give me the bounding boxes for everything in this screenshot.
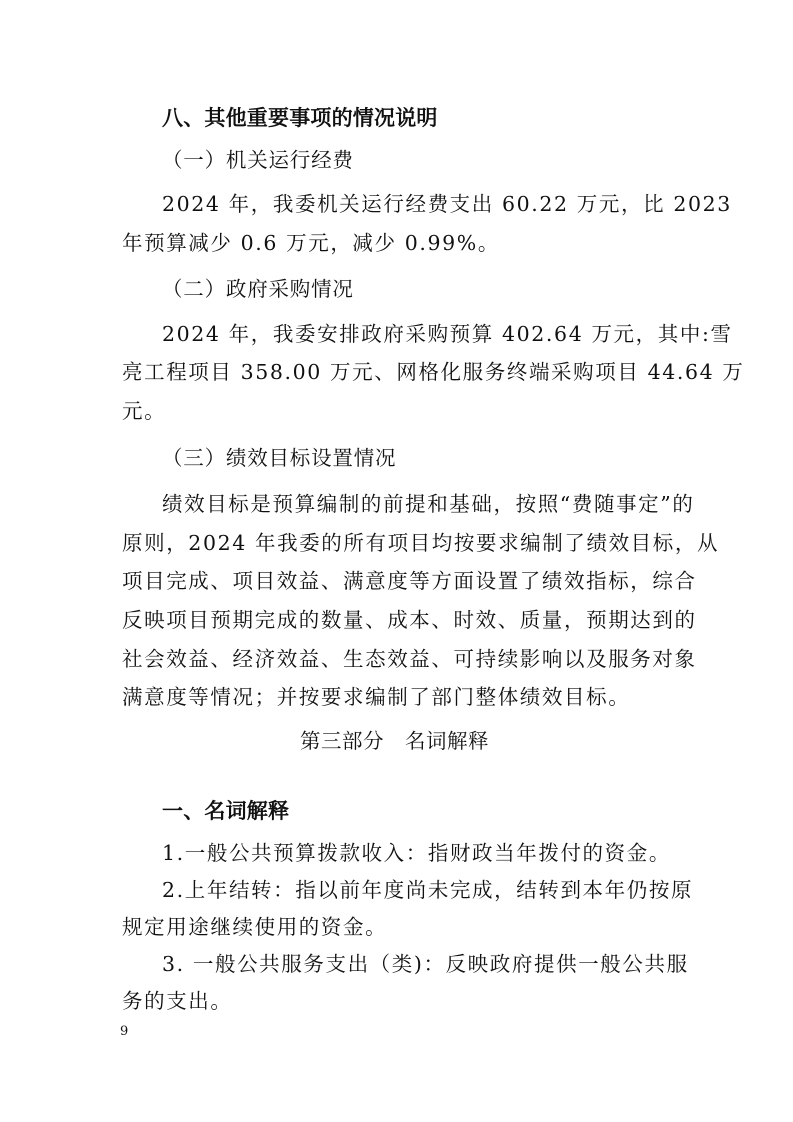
subsection-3-heading: （三）绩效目标设置情况 — [162, 446, 397, 470]
paragraph-line: 年预算减少 0.6 万元，减少 0.99%。 — [122, 231, 500, 255]
glossary-item: 2.上年结转：指以前年度尚未完成，结转到本年仍按原 — [162, 878, 694, 902]
paragraph-line: 反映项目预期完成的数量、成本、时效、质量，预期达到的 — [122, 608, 697, 632]
glossary-item: 3. 一般公共服务支出（类)：反映政府提供一般公共服 — [162, 952, 689, 976]
glossary-item: 1.一般公共预算拨款收入：指财政当年拨付的资金。 — [162, 841, 671, 865]
part-3-title: 第三部分 名词解释 — [300, 729, 489, 753]
paragraph-line: 绩效目标是预算编制的前提和基础，按照“费随事定”的 — [162, 492, 695, 516]
glossary-heading: 一、名词解释 — [162, 799, 290, 823]
section-8-heading: 八、其他重要事项的情况说明 — [162, 106, 438, 130]
paragraph-line: 原则，2024 年我委的所有项目均按要求编制了绩效目标，从 — [122, 531, 720, 555]
paragraph-line: 社会效益、经济效益、生态效益、可持续影响以及服务对象 — [122, 647, 697, 671]
glossary-item-continued: 规定用途继续使用的资金。 — [122, 915, 388, 939]
paragraph-line: 2024 年，我委机关运行经费支出 60.22 万元，比 2023 — [162, 192, 732, 216]
paragraph-line: 项目完成、项目效益、满意度等方面设置了绩效指标，综合 — [122, 569, 697, 593]
subsection-2-heading: （二）政府采购情况 — [162, 277, 354, 301]
paragraph-line: 元。 — [122, 399, 167, 423]
glossary-item-continued: 务的支出。 — [122, 989, 233, 1013]
page-number: 9 — [120, 1024, 129, 1039]
paragraph-line: 亮工程项目 358.00 万元、网格化服务终端采购项目 44.64 万 — [122, 360, 745, 384]
subsection-1-heading: （一）机关运行经费 — [162, 148, 354, 172]
paragraph-line: 2024 年，我委安排政府采购预算 402.64 万元，其中:雪 — [162, 322, 733, 346]
paragraph-line: 满意度等情况；并按要求编制了部门整体绩效目标。 — [122, 685, 631, 709]
